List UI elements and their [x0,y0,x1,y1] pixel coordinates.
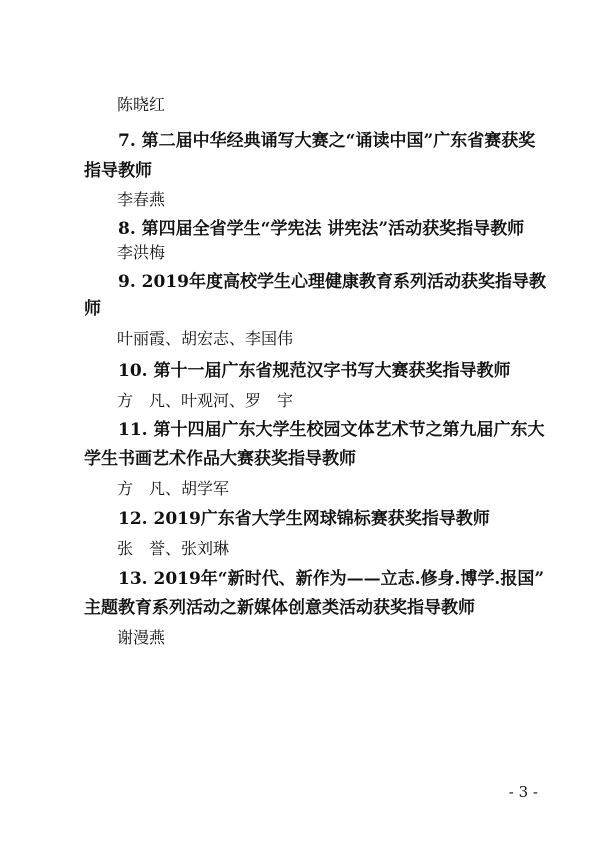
award-item-10: 10. 第十一届广东省规范汉字书写大赛获奖指导教师 [118,361,511,381]
teacher-names-11: 方 凡、胡学军 [117,479,230,498]
award-item-9-line2: 师 [84,299,101,319]
teacher-names-6: 陈晓红 [117,95,166,114]
award-item-11-line1: 11. 第十四届广东大学生校园文体艺术节之第九届广东大 [118,420,545,440]
page-number: - 3 - [508,783,538,801]
teacher-names-7: 李春燕 [117,190,166,209]
award-item-13-line1: 13. 2019年“新时代、新作为——立志.修身.博学.报国” [118,569,545,589]
teacher-names-12: 张 誉、张刘琳 [117,539,230,558]
teacher-names-10: 方 凡、叶观河、罗 宇 [117,391,294,410]
award-item-7-line1: 7. 第二届中华经典诵写大赛之“诵读中国”广东省赛获奖 [118,131,536,151]
award-item-12: 12. 2019广东省大学生网球锦标赛获奖指导教师 [118,509,490,529]
teacher-names-9: 叶丽霞、胡宏志、李国伟 [117,329,294,348]
award-item-9-line1: 9. 2019年度高校学生心理健康教育系列活动获奖指导教 [118,272,546,292]
award-item-8: 8. 第四届全省学生“学宪法 讲宪法”活动获奖指导教师 [118,219,525,239]
teacher-names-13: 谢漫燕 [117,628,166,647]
award-item-11-line2: 学生书画艺术作品大赛获奖指导教师 [84,449,356,469]
teacher-names-8: 李洪梅 [117,243,166,262]
award-item-7-line2: 指导教师 [84,161,152,181]
award-item-13-line2: 主题教育系列活动之新媒体创意类活动获奖指导教师 [84,598,475,618]
